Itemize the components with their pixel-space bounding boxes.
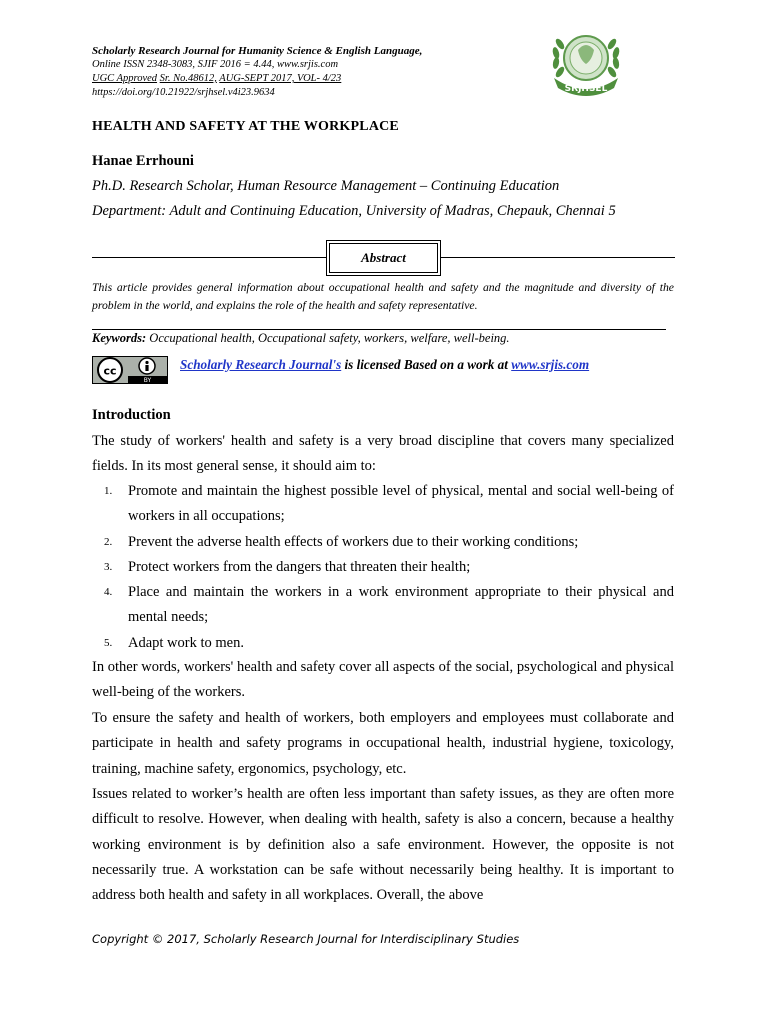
abstract-rule-left bbox=[92, 257, 327, 258]
intro-paragraph: The study of workers' health and safety is a very broad discipline that covers many specialized fields. In its most general sense, it should aim to: bbox=[92, 433, 674, 475]
journal-link[interactable]: Scholarly Research Journal's bbox=[180, 357, 342, 372]
keywords-rule bbox=[92, 329, 666, 330]
body-paragraph-4: Issues related to worker’s health are often less important than safety issues, as they are often more difficult to resolve. However, when dealing with health, safety is also a concern, because a healthy working environment is by definition also a safe environment. However, the opposite is not necessarily true. A workstation can be safe without necessarily being healthy. It is important to address both health and safety in all workplaces. Overall, the above bbox=[92, 786, 674, 904]
aims-list bbox=[92, 479, 674, 656]
body-paragraph-2: In other words, workers' health and safety cover all aspects of the social, psychological and physical well-being of the workers. bbox=[92, 659, 674, 701]
list-item bbox=[92, 479, 674, 530]
list-number: 1. bbox=[104, 485, 113, 497]
doi-line: https://doi.org/10.21922/srjhsel.v4i23.9634 bbox=[92, 87, 275, 98]
issue-info: AUG-SEPT 2017, VOL- 4/23 bbox=[219, 73, 342, 84]
keywords-list: Occupational health, Occupational safety, workers, welfare, well-being. bbox=[149, 331, 510, 345]
section-heading-introduction: Introduction bbox=[92, 407, 171, 423]
journal-title: Scholarly Research Journal for Humanity Science & English Language, bbox=[92, 45, 423, 57]
svg-text:cc: cc bbox=[103, 364, 117, 378]
footer-copyright: Copyright © 2017, Scholarly Research Journal for Interdisciplinary Studies bbox=[92, 932, 520, 946]
issn-line: Online ISSN 2348-3083, SJIF 2016 = 4.44, www.srjis.com bbox=[92, 59, 339, 70]
keywords-label: Keywords: bbox=[92, 331, 147, 345]
abstract-rule-right bbox=[441, 257, 675, 258]
author-affiliation-role: Ph.D. Research Scholar, Human Resource Management – Continuing Education bbox=[92, 178, 560, 194]
list-item-text: Promote and maintain the highest possible level of physical, mental and social well-being of workers in all occupations; bbox=[128, 483, 674, 525]
abstract-heading: Abstract bbox=[329, 243, 438, 273]
list-item bbox=[92, 530, 674, 555]
abstract-heading-box bbox=[326, 240, 441, 276]
article-title: HEALTH AND SAFETY AT THE WORKPLACE bbox=[92, 119, 399, 134]
site-link[interactable]: www.srjis.com bbox=[511, 357, 590, 372]
cc-badge-label: BY bbox=[143, 377, 152, 384]
list-number: 5. bbox=[104, 636, 113, 649]
list-item-text: Prevent the adverse health effects of workers due to their working conditions; bbox=[128, 533, 579, 550]
logo-text: SRJHSEL bbox=[564, 84, 608, 94]
ugc-approved: UGC Approved bbox=[92, 73, 158, 84]
journal-logo bbox=[540, 20, 632, 102]
author-affiliation-department: Department: Adult and Continuing Education, University of Madras, Chepauk, Chennai 5 bbox=[92, 203, 616, 219]
license-statement bbox=[180, 357, 589, 373]
license-text: is licensed Based on a work at bbox=[344, 357, 508, 372]
cc-by-license-icon[interactable] bbox=[92, 356, 168, 384]
list-item bbox=[92, 555, 674, 580]
list-item bbox=[92, 631, 674, 656]
list-item-text: Adapt work to men. bbox=[128, 634, 244, 651]
abstract-text: This article provides general information about occupational health and safety and the magnitude and diversity of the problem in the world, and explains the role of the health and safety representative. bbox=[92, 281, 674, 312]
list-item-text: Place and maintain the workers in a work environment appropriate to their physical and mental needs; bbox=[128, 584, 674, 626]
author-name: Hanae Errhouni bbox=[92, 153, 194, 169]
list-number: 2. bbox=[104, 535, 113, 548]
list-item bbox=[92, 580, 674, 631]
list-item-text: Protect workers from the dangers that threaten their health; bbox=[128, 558, 471, 575]
journal-header bbox=[92, 44, 532, 100]
sr-number: Sr. No.48612, bbox=[159, 73, 217, 84]
list-number: 4. bbox=[104, 586, 113, 599]
ugc-line bbox=[92, 72, 532, 86]
keywords-line bbox=[92, 331, 510, 346]
list-number: 3. bbox=[104, 560, 113, 573]
body-paragraph-3: To ensure the safety and health of workers, both employers and employees must collaborate and participate in health and safety programs in occupational health, industrial hygiene, toxicology, training, machine safety, ergonomics, psychology, etc. bbox=[92, 710, 674, 777]
